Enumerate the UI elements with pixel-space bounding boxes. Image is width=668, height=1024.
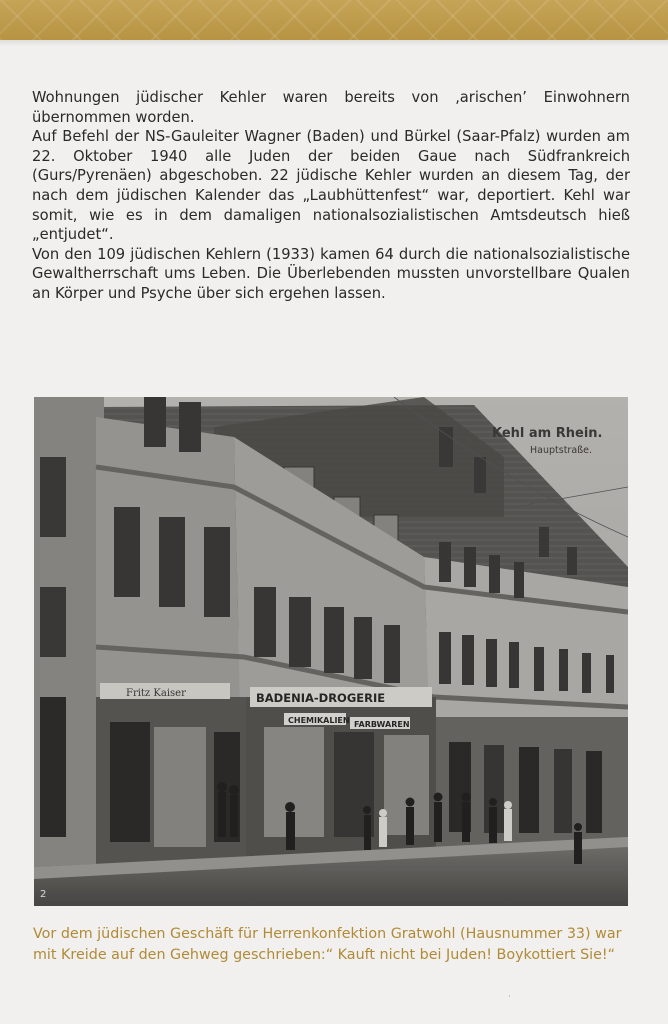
page-mark: · [508, 992, 511, 1002]
sign-badenia-drogerie: BADENIA-DROGERIE [256, 691, 386, 705]
body-text [32, 88, 630, 304]
header-shadow [0, 40, 668, 46]
photo-title: Kehl am Rhein. [492, 426, 603, 441]
photo-caption: Vor dem jüdischen Geschäft für Herrenkonfektion Gratwohl (Hausnummer 33) war mit Kreide auf den Gehweg geschrieben:“ Kauft nicht bei Juden! Boykottiert Sie!“ [33, 926, 622, 963]
paragraph-3: Von den 109 jüdischen Kehlern (1933) kamen 64 durch die nationalsozialistische Gewaltherrschaft ums Leben. Die Überlebenden mussten unvorstellbare Qualen an Körper und Psyche über sich ergehen lassen. [32, 245, 630, 302]
paragraph-1: Wohnungen jüdischer Kehler waren bereits von ‚arischen’ Einwohnern übernommen worden. [32, 89, 630, 126]
sign-fritz-kaiser: Fritz Kaiser [126, 688, 186, 699]
historic-street-photo [34, 397, 628, 906]
sign-chemikalien: CHEMIKALIEN [288, 716, 350, 725]
sign-farbwaren: FARBWAREN [354, 720, 410, 729]
decorative-header-band [0, 0, 668, 40]
paragraph-2: Auf Befehl der NS-Gauleiter Wagner (Baden) und Bürkel (Saar-Pfalz) wurden am 22. Oktober 1940 alle Juden der beiden Gaue nach Südfrankreich (Gurs/Pyrenäen) abgeschoben. 22 jüdische Kehler wurden an diesem Tag, der nach dem jüdischen Kalender das „Laubhüttenfest“ war, deportiert. Kehl war somit, wie es in dem damaligen nationalsozialistischen Amtsdeutsch hieß „entjudet“. [32, 128, 630, 244]
photo-subtitle: Hauptstraße. [530, 445, 592, 456]
photo-number: 2 [40, 889, 47, 900]
